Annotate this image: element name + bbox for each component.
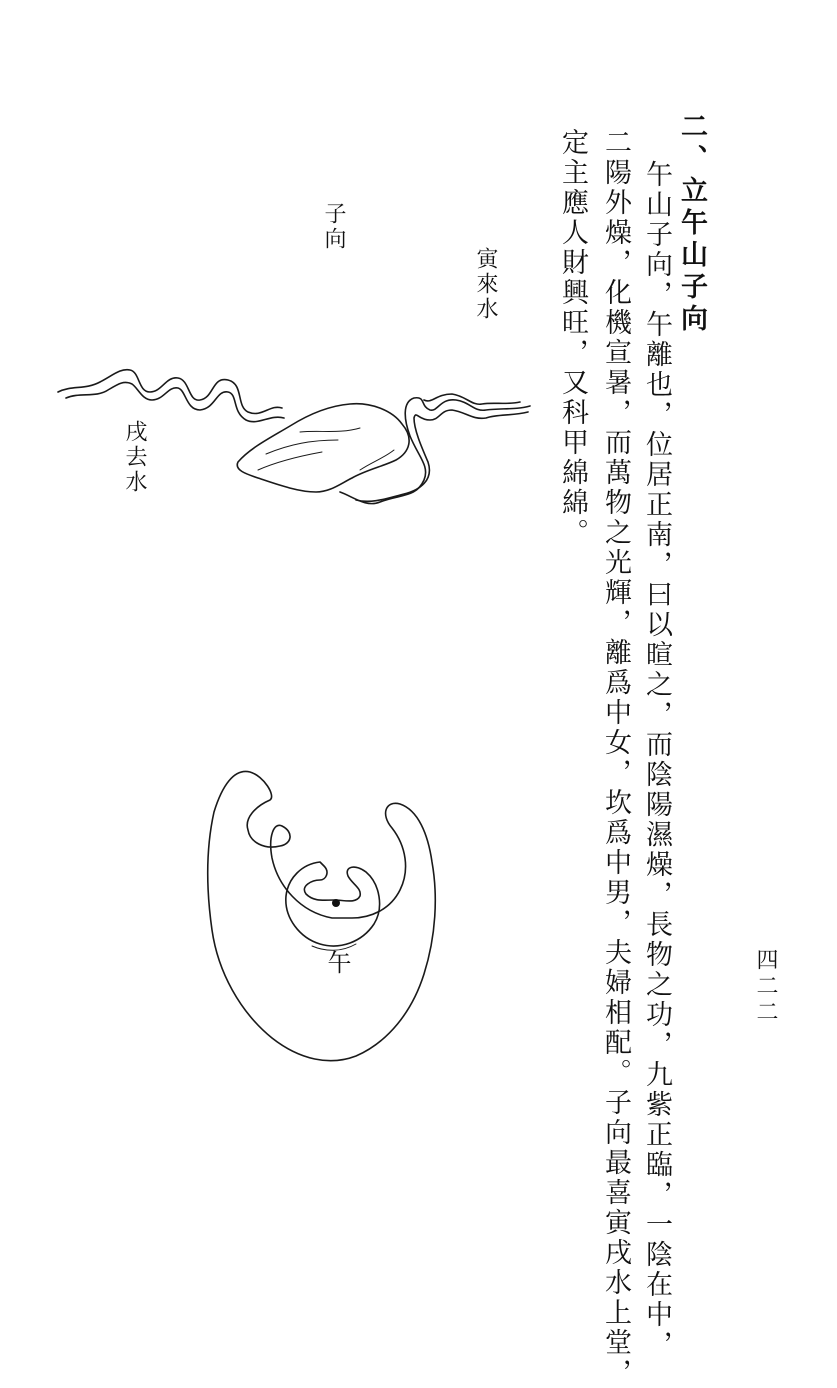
facing-direction-label: 子向	[321, 202, 346, 252]
body-text-column: 午山子向，午離也，位居正南，曰以暄之，而陰陽濕燥，長物之功，九紫正臨，一陰在中，	[641, 160, 672, 1360]
page-number: 四二二	[753, 948, 778, 1026]
outgoing-water-label: 戌去水	[122, 420, 147, 495]
outgoing-river	[58, 370, 282, 414]
outer-enclosure	[208, 771, 436, 1060]
site-point	[332, 899, 340, 907]
body-text-column: 定主應人財興旺，又科甲綿綿。	[557, 128, 588, 548]
section-heading: 二、立午山子向	[676, 112, 707, 336]
incoming-water-label: 寅來水	[473, 247, 498, 322]
body-text-column: 二陽外燥，化機宣暑，而萬物之光輝，離爲中女，坎爲中男，夫婦相配。子向最喜寅戌水上堂，	[600, 128, 631, 1388]
sitting-direction-label: 午	[323, 950, 351, 977]
incoming-river	[340, 398, 530, 504]
mound	[237, 404, 409, 492]
